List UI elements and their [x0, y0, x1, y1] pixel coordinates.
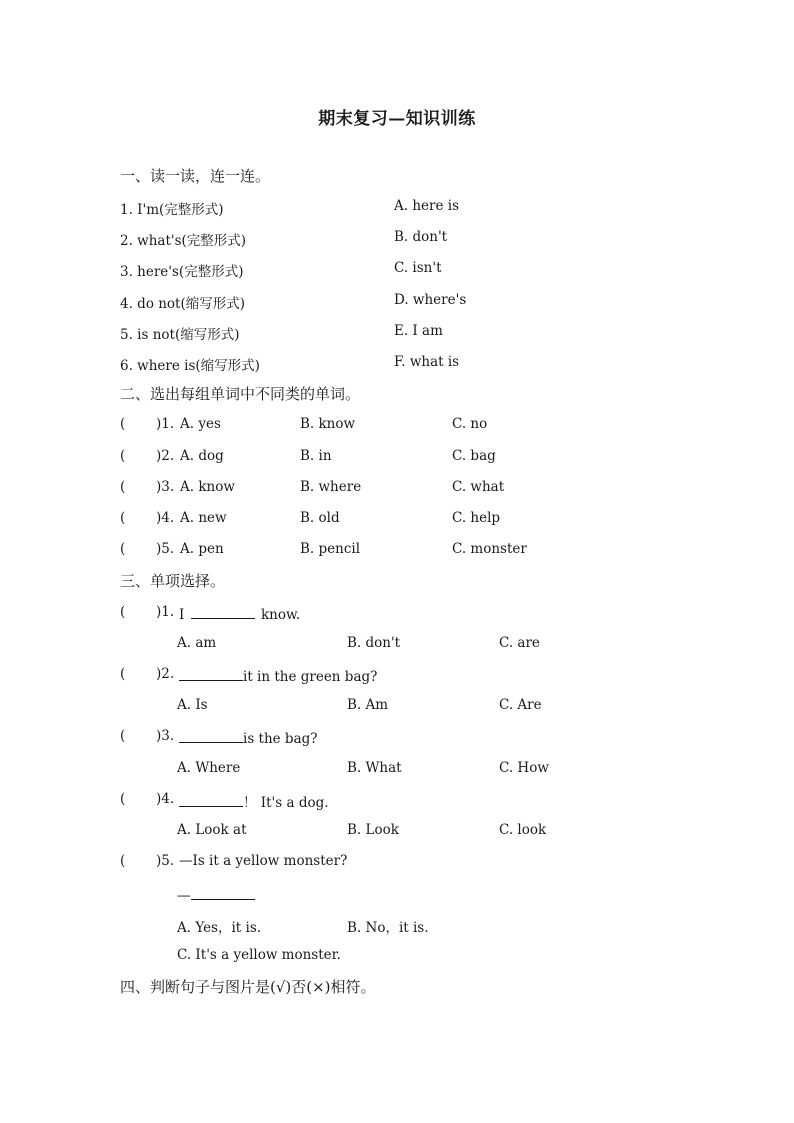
question-number: )4.: [156, 510, 175, 526]
option-a: A. new: [180, 510, 227, 526]
answer-paren: (: [120, 510, 126, 526]
answer-blank[interactable]: [179, 666, 243, 681]
match-right: F. what is: [394, 354, 460, 370]
question-row: [120, 666, 680, 686]
question-number: )1.: [156, 604, 175, 620]
options-row: [177, 916, 677, 936]
question-number: )5.: [156, 541, 175, 557]
question-row: [120, 541, 680, 561]
option-a: A. know: [180, 479, 235, 495]
option-c: C. monster: [452, 541, 527, 557]
question-stem: [179, 791, 329, 811]
option-c: C. bag: [452, 448, 496, 464]
reply-row: [177, 885, 677, 905]
match-row: [120, 354, 680, 374]
option-b: B. know: [300, 416, 356, 432]
question-stem: [179, 666, 377, 685]
options-row: [177, 760, 677, 780]
stem-text: it in the green bag?: [243, 669, 378, 685]
answer-paren: (: [120, 791, 126, 807]
question-row: [120, 728, 680, 748]
match-right: C. isn't: [394, 260, 442, 276]
answer-blank[interactable]: [191, 885, 255, 900]
question-row: [120, 853, 680, 873]
option-c: C. look: [499, 822, 547, 838]
option-b: B. where: [300, 479, 362, 495]
option-a: A. am: [177, 635, 217, 651]
question-number: )3.: [156, 728, 175, 744]
match-right: E. I am: [394, 323, 443, 339]
question-stem: —Is it a yellow monster?: [179, 853, 348, 869]
answer-paren: (: [120, 479, 126, 495]
match-row: [120, 198, 680, 218]
option-b: B. old: [300, 510, 340, 526]
question-row: [120, 448, 680, 468]
option-c: C. are: [499, 635, 540, 651]
option-b: B. What: [347, 760, 402, 776]
match-right: B. don't: [394, 229, 448, 245]
question-stem: [179, 604, 300, 623]
answer-blank[interactable]: [179, 792, 243, 807]
option-b: B. in: [300, 448, 332, 464]
match-left: 5. is not(缩写形式): [120, 327, 240, 343]
match-left: 2. what's(完整形式): [120, 233, 247, 249]
stem-text: know.: [260, 607, 301, 623]
question-number: )5.: [156, 853, 175, 869]
stem-text: ！ It's a dog.: [243, 795, 329, 811]
options-row: [177, 822, 677, 842]
section-3-title: 三、单项选择。: [120, 572, 226, 590]
question-row: [120, 479, 680, 499]
stem-text: is the bag?: [243, 731, 318, 747]
section-4-title: 四、判断句子与图片是(√)否(×)相符。: [120, 978, 376, 996]
options-row: [177, 697, 677, 717]
page-title: 期末复习—知识训练: [318, 109, 476, 129]
option-c: C. How: [499, 760, 549, 776]
options-row: [177, 947, 677, 967]
match-left: 4. do not(缩写形式): [120, 296, 246, 312]
option-b: B. pencil: [300, 541, 361, 557]
answer-paren: (: [120, 666, 126, 682]
option-a: A. pen: [180, 541, 224, 557]
match-right: D. where's: [394, 292, 467, 308]
answer-paren: (: [120, 448, 126, 464]
question-row: [120, 416, 680, 436]
option-c: C. It's a yellow monster.: [177, 947, 341, 963]
options-row: [177, 635, 677, 655]
answer-blank[interactable]: [179, 728, 243, 743]
option-c: C. Are: [499, 697, 542, 713]
option-a: A. Is: [177, 697, 208, 713]
match-left: 1. I'm(完整形式): [120, 202, 224, 218]
section-2-title: 二、选出每组单词中不同类的单词。: [120, 385, 361, 403]
question-number: )1.: [156, 416, 175, 432]
option-c: C. what: [452, 479, 505, 495]
answer-blank[interactable]: [191, 604, 255, 619]
match-row: [120, 292, 680, 312]
match-left: 3. here's(完整形式): [120, 264, 244, 280]
option-a: A. Yes，it is.: [177, 920, 262, 936]
answer-paren: (: [120, 416, 126, 432]
option-c: C. help: [452, 510, 501, 526]
question-row: [120, 604, 680, 624]
option-b: B. Am: [347, 697, 389, 713]
option-a: A. Where: [177, 760, 241, 776]
option-a: A. yes: [180, 416, 221, 432]
stem-text: I: [179, 607, 185, 623]
question-number: )2.: [156, 448, 175, 464]
question-number: )4.: [156, 791, 175, 807]
option-a: A. dog: [180, 448, 224, 464]
reply-dash: —: [177, 888, 191, 904]
answer-paren: (: [120, 604, 126, 620]
option-a: A. Look at: [177, 822, 247, 838]
match-row: [120, 323, 680, 343]
answer-paren: (: [120, 853, 126, 869]
option-b: B. No，it is.: [347, 920, 429, 936]
question-number: )3.: [156, 479, 175, 495]
option-b: B. don't: [347, 635, 401, 651]
question-number: )2.: [156, 666, 175, 682]
answer-paren: (: [120, 541, 126, 557]
match-row: [120, 229, 680, 249]
answer-paren: (: [120, 728, 126, 744]
option-c: C. no: [452, 416, 488, 432]
match-row: [120, 260, 680, 280]
question-row: [120, 510, 680, 530]
match-right: A. here is: [394, 198, 459, 214]
option-b: B. Look: [347, 822, 399, 838]
match-left: 6. where is(缩写形式): [120, 358, 260, 374]
section-1-title: 一、读一读，连一连。: [120, 167, 271, 185]
question-stem: [179, 728, 318, 747]
question-row: [120, 791, 680, 811]
